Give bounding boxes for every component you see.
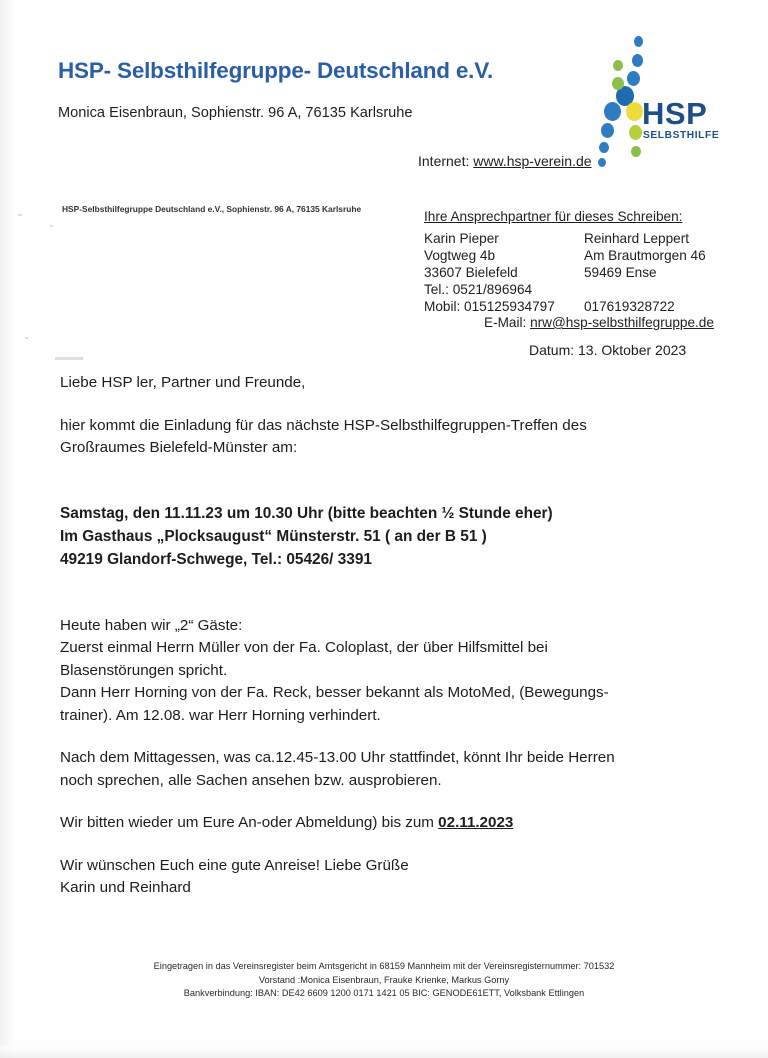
website-link[interactable]: www.hsp-verein.de xyxy=(473,153,592,169)
intro-paragraph xyxy=(60,415,720,460)
logo-subtitle: SELBSTHILFE xyxy=(643,130,720,141)
rsvp-text: Wir bitten wieder um Eure An-oder Abmeldung) bis zum xyxy=(60,814,439,831)
email-link[interactable]: nrw@hsp-selbsthilfegruppe.de xyxy=(530,315,714,330)
logo-dot-blue-3 xyxy=(627,71,640,86)
return-address: HSP-Selbsthilfegruppe Deutschland e.V., Sophienstr. 96 A, 76135 Karlsruhe xyxy=(62,204,362,214)
lunch-line-1: Nach dem Mittagessen, was ca.12.45-13.00 Uhr stattfindet, könnt Ihr beide Herren xyxy=(60,749,615,766)
contact-person-left xyxy=(424,230,555,315)
logo-wordmark: HSP xyxy=(642,96,708,131)
scan-edge-left xyxy=(0,0,14,1058)
guests-line-4: Dann Herr Horning von der Fa. Reck, besser bekannt als MotoMed, (Bewegungs- xyxy=(60,684,609,701)
logo-dot-blue-6 xyxy=(601,123,614,138)
closing-signature: Karin und Reinhard xyxy=(60,879,191,896)
logo-dot-blue-5 xyxy=(604,102,621,121)
contact-person-right xyxy=(584,230,706,315)
logo-dot-green-4 xyxy=(631,146,641,157)
lunch-paragraph xyxy=(60,747,720,792)
spacer xyxy=(60,480,720,502)
meeting-datetime: Samstag, den 11.11.23 um 10.30 Uhr (bitte beachten ½ Stunde eher) xyxy=(60,504,553,522)
contact-right-name: Reinhard Leppert xyxy=(584,231,690,246)
contact-block xyxy=(424,208,724,330)
scan-artifact xyxy=(25,337,28,339)
guests-paragraph xyxy=(60,615,720,728)
closing-line-1: Wir wünschen Euch eine gute Anreise! Liebe Grüße xyxy=(60,856,409,874)
contact-right-spacer xyxy=(584,281,706,298)
lunch-line-2: noch sprechen, alle Sachen ansehen bzw. ausprobieren. xyxy=(60,771,442,789)
guests-line-3: Blasenstörungen spricht. xyxy=(60,661,228,679)
organization-title: HSP- Selbsthilfegruppe- Deutschland e.V. xyxy=(58,58,494,83)
scan-artifact xyxy=(55,357,83,360)
contact-heading: Ihre Ansprechpartner für dieses Schreiben: xyxy=(424,209,683,224)
document-footer xyxy=(0,960,768,1001)
logo-dot-blue-1 xyxy=(634,36,643,47)
footer-bank-line: Bankverbindung: IBAN: DE42 6609 1200 0171 1421 05 BIC: GENODE61ETT, Volksbank Ettlingen xyxy=(183,988,585,998)
guests-line-5: trainer). Am 12.08. war Herr Horning verhindert. xyxy=(60,706,381,724)
contact-right-city: 59469 Ense xyxy=(584,265,657,280)
scan-artifact xyxy=(50,225,53,227)
rsvp-deadline: 02.11.2023 xyxy=(438,814,514,831)
scan-artifact xyxy=(18,214,22,216)
internet-label: Internet: xyxy=(418,153,470,169)
closing-paragraph xyxy=(60,855,720,900)
logo-dot-green-3 xyxy=(629,125,642,140)
scan-edge-bottom xyxy=(0,1046,768,1058)
guests-line-2: Zuerst einmal Herrn Müller von der Fa. Coloplast, der über Hilfsmittel bei xyxy=(60,639,548,656)
spacer xyxy=(60,593,720,615)
salutation: Liebe HSP ler, Partner und Freunde, xyxy=(60,374,306,391)
logo-dot-green-1 xyxy=(613,60,623,71)
logo-dot-yellow-1 xyxy=(626,102,643,121)
contact-left-mobile: Mobil: 015125934797 xyxy=(424,299,555,314)
contact-left-city: 33607 Bielefeld xyxy=(424,265,518,280)
guests-line-1: Heute haben wir „2“ Gäste: xyxy=(60,616,243,634)
hsp-logo xyxy=(596,36,724,161)
intro-line-1: hier kommt die Einladung für das nächste HSP-Selbsthilfegruppen-Treffen des xyxy=(60,416,587,434)
contact-left-phone: Tel.: 0521/896964 xyxy=(424,282,533,297)
contact-columns xyxy=(424,230,724,314)
date-line: Datum: 13. Oktober 2023 xyxy=(529,342,687,358)
contact-email-row xyxy=(484,314,714,331)
footer-register-line: Eingetragen in das Vereinsregister beim Amtsgericht in 68159 Mannheim mit der Vereinsregisternummer: 701532 xyxy=(153,961,615,971)
contact-left-name: Karin Pieper xyxy=(424,231,499,246)
email-label: E-Mail: xyxy=(484,315,527,330)
internet-line xyxy=(418,153,592,169)
contact-right-street: Am Brautmorgen 46 xyxy=(584,248,706,263)
rsvp-paragraph xyxy=(60,812,720,835)
logo-dot-blue-2 xyxy=(632,54,643,67)
logo-dot-green-2 xyxy=(612,77,624,90)
meeting-venue: Im Gasthaus „Plocksaugust“ Münsterstr. 51 ( an der B 51 ) xyxy=(60,527,487,545)
letter-body xyxy=(60,372,720,900)
logo-dot-blue-7 xyxy=(599,142,609,153)
contact-right-mobile: 017619328722 xyxy=(584,299,675,314)
intro-line-2: Großraumes Bielefeld-Münster am: xyxy=(60,439,298,456)
contact-left-street: Vogtweg 4b xyxy=(424,248,496,263)
logo-dot-blue-8 xyxy=(598,158,606,167)
footer-board-line: Vorstand :Monica Eisenbraun, Frauke Krienke, Markus Gorny xyxy=(258,974,510,985)
organization-address: Monica Eisenbraun, Sophienstr. 96 A, 76135 Karlsruhe xyxy=(58,105,413,121)
meeting-location: 49219 Glandorf-Schwege, Tel.: 05426/ 3391 xyxy=(60,550,372,568)
meeting-details xyxy=(60,502,720,571)
